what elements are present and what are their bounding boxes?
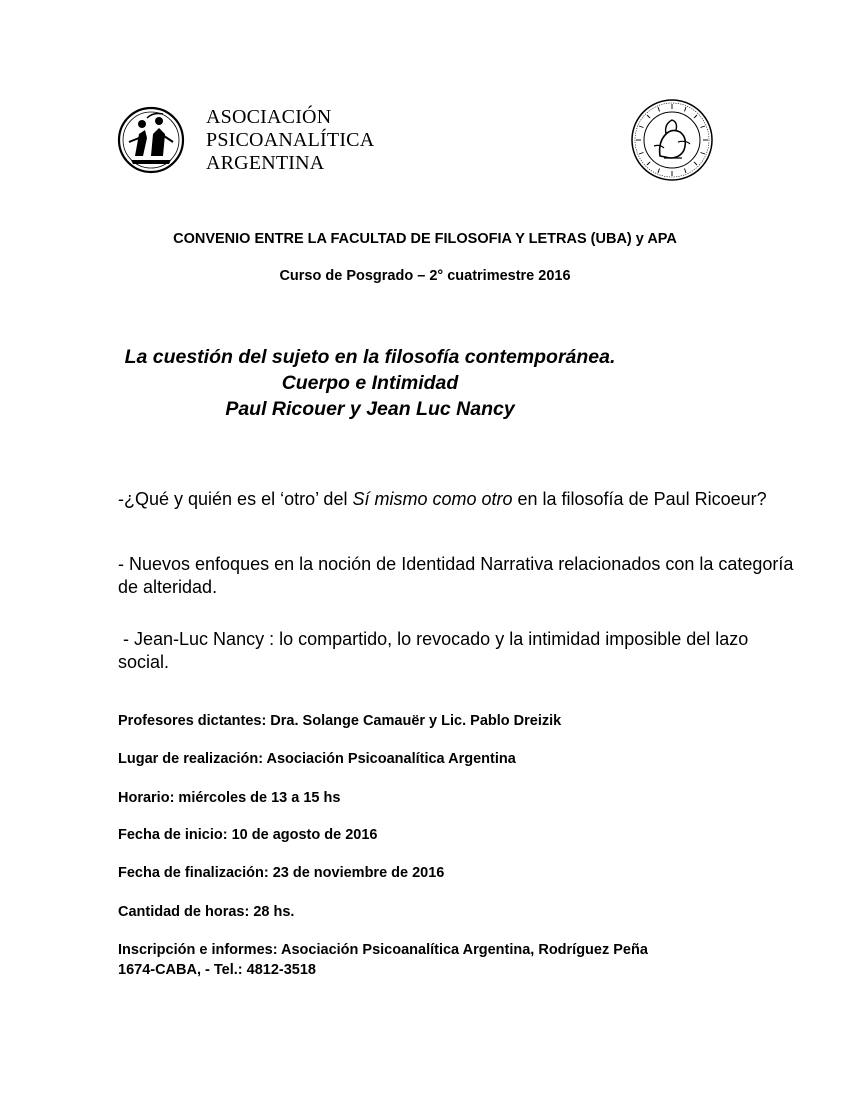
question-1-book-title: Sí mismo como otro xyxy=(352,489,513,509)
apa-logo-line-1: ASOCIACIÓN xyxy=(206,106,332,128)
question-1 xyxy=(118,488,798,511)
curso-heading: Curso de Posgrado – 2° cuatrimestre 2016 xyxy=(279,268,571,284)
apa-logo-text xyxy=(206,106,374,175)
apa-logo-line-3: ARGENTINA xyxy=(206,152,325,174)
info-lugar: Lugar de realización: Asociación Psicoanalítica Argentina xyxy=(118,751,516,767)
apa-logo-emblem xyxy=(117,104,185,176)
question-1-prefix: -¿Qué y quién es el ‘otro’ del xyxy=(118,489,353,509)
question-2: - Nuevos enfoques en la noción de Identidad Narrativa relacionados con la categoría de alteridad. xyxy=(118,554,794,597)
info-cantidad-horas: Cantidad de horas: 28 hs. xyxy=(118,904,295,920)
uba-seal xyxy=(630,98,714,182)
course-title xyxy=(0,344,740,422)
info-fecha-finalizacion: Fecha de finalización: 23 de noviembre de 2016 xyxy=(118,865,445,881)
title-line-3: Paul Ricouer y Jean Luc Nancy xyxy=(225,398,515,420)
convenio-heading: CONVENIO ENTRE LA FACULTAD DE FILOSOFIA Y LETRAS (UBA) y APA xyxy=(173,231,677,247)
title-line-2: Cuerpo e Intimidad xyxy=(281,372,459,394)
info-profesores: Profesores dictantes: Dra. Solange Camauër y Lic. Pablo Dreizik xyxy=(118,713,562,729)
info-inscripcion-line-2: 1674-CABA, - Tel.: 4812-3518 xyxy=(118,962,316,978)
apa-logo-line-2: PSICOANALÍTICA xyxy=(206,129,375,151)
info-horario: Horario: miércoles de 13 a 15 hs xyxy=(118,790,341,806)
question-3: - Jean-Luc Nancy : lo compartido, lo revocado y la intimidad imposible del lazo social. xyxy=(118,629,754,672)
title-line-1: La cuestión del sujeto en la filosofía contemporánea. xyxy=(124,346,616,368)
question-1-suffix: en la filosofía de Paul Ricoeur? xyxy=(512,489,767,509)
info-fecha-inicio: Fecha de inicio: 10 de agosto de 2016 xyxy=(118,827,378,843)
info-inscripcion-line-1: Inscripción e informes: Asociación Psicoanalítica Argentina, Rodríguez Peña xyxy=(118,942,648,958)
